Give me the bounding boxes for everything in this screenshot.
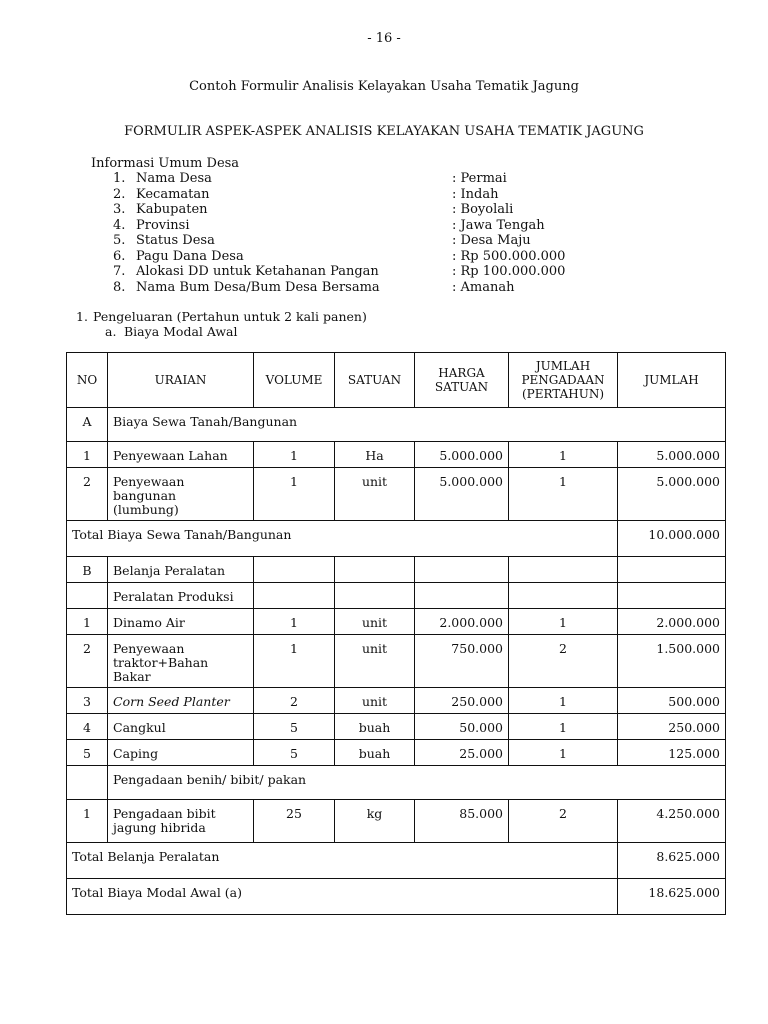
cell-text-line: jagung hibrida xyxy=(113,820,206,835)
grand-total-value: 18.625.000 xyxy=(618,879,726,915)
table-row xyxy=(67,688,726,714)
info-list xyxy=(113,171,673,295)
info-item-value: : Permai xyxy=(452,171,507,186)
cell-pengadaan: 1 xyxy=(509,688,618,714)
info-item-value: : Jawa Tengah xyxy=(452,217,545,233)
section-label: Pengeluaran (Pertahun untuk 2 kali panen) xyxy=(93,309,367,324)
subsection-heading xyxy=(105,324,238,339)
cell-no: 2 xyxy=(67,635,108,688)
page-number: - 16 - xyxy=(367,31,401,46)
cell-jumlah: 500.000 xyxy=(618,688,726,714)
grand-total-row xyxy=(67,879,726,915)
table-row xyxy=(67,609,726,635)
cell-volume: 2 xyxy=(254,688,335,714)
cell-pengadaan: 1 xyxy=(509,740,618,766)
info-item-value: : Boyolali xyxy=(452,202,514,217)
section-heading xyxy=(76,309,367,324)
group-label: Belanja Peralatan xyxy=(108,557,254,583)
group-row xyxy=(67,557,726,583)
empty-cell xyxy=(254,583,335,609)
cell-harga: 5.000.000 xyxy=(415,468,509,521)
header-line: PENGADAAN xyxy=(521,373,605,387)
info-item-number: 3. xyxy=(113,202,126,217)
cell-no: 1 xyxy=(67,609,108,635)
group-code: B xyxy=(67,557,108,583)
table-row xyxy=(67,635,726,688)
cell-uraian: Corn Seed Planter xyxy=(108,688,254,714)
cell-satuan: unit xyxy=(335,688,415,714)
cell-no: 1 xyxy=(67,800,108,843)
cell-uraian: Penyewaan Lahan xyxy=(108,442,254,468)
cell-satuan: unit xyxy=(335,468,415,521)
table-row xyxy=(67,468,726,521)
subsection-number: a. xyxy=(105,324,117,339)
info-item-value: : Desa Maju xyxy=(452,233,531,248)
info-item xyxy=(113,187,673,203)
header-line: HARGA xyxy=(438,366,485,380)
cell-no: 4 xyxy=(67,714,108,740)
empty-cell xyxy=(509,583,618,609)
cell-satuan: Ha xyxy=(335,442,415,468)
cell-text-line: bangunan xyxy=(113,488,177,503)
empty-cell xyxy=(618,583,726,609)
cell-pengadaan: 1 xyxy=(509,714,618,740)
info-item-label: Kecamatan xyxy=(136,186,210,202)
cell-uraian: Cangkul xyxy=(108,714,254,740)
info-item-value: : Indah xyxy=(452,186,499,202)
cell-harga: 5.000.000 xyxy=(415,442,509,468)
info-item xyxy=(113,202,673,218)
info-item-value: : Amanah xyxy=(452,279,515,295)
table-row xyxy=(67,740,726,766)
info-item-label: Nama Bum Desa/Bum Desa Bersama xyxy=(136,279,380,295)
subgroup-row xyxy=(67,766,726,800)
cell-volume: 1 xyxy=(254,442,335,468)
empty-cell xyxy=(335,583,415,609)
info-item-label: Alokasi DD untuk Ketahanan Pangan xyxy=(136,264,379,279)
header-line: SATUAN xyxy=(434,380,489,394)
cell-pengadaan: 2 xyxy=(509,635,618,688)
budget-table xyxy=(66,352,726,915)
cell-uraian xyxy=(108,800,254,843)
empty-cell xyxy=(415,583,509,609)
cell-harga: 2.000.000 xyxy=(415,609,509,635)
empty-cell xyxy=(67,766,108,800)
cell-jumlah: 125.000 xyxy=(618,740,726,766)
info-heading: Informasi Umum Desa xyxy=(91,156,240,171)
info-item-label: Pagu Dana Desa xyxy=(136,248,244,264)
cell-volume: 1 xyxy=(254,609,335,635)
cell-harga: 25.000 xyxy=(415,740,509,766)
cell-pengadaan: 1 xyxy=(509,609,618,635)
header-jumlah-pengadaan xyxy=(509,353,618,408)
cell-no: 3 xyxy=(67,688,108,714)
cell-uraian: Dinamo Air xyxy=(108,609,254,635)
document-subtitle: Contoh Formulir Analisis Kelayakan Usaha Tematik Jagung xyxy=(189,79,579,94)
cell-volume: 5 xyxy=(254,740,335,766)
info-item xyxy=(113,264,673,280)
info-item xyxy=(113,218,673,234)
info-item-label: Status Desa xyxy=(136,233,215,248)
cell-harga: 750.000 xyxy=(415,635,509,688)
info-item-number: 2. xyxy=(113,186,126,202)
cell-satuan: buah xyxy=(335,714,415,740)
header-no: NO xyxy=(67,353,108,408)
cell-text-line: traktor+Bahan xyxy=(113,655,209,670)
cell-text-line: Pengadaan bibit xyxy=(113,806,216,821)
empty-cell xyxy=(618,557,726,583)
group-label: Biaya Sewa Tanah/Bangunan xyxy=(108,408,726,442)
document-title: FORMULIR ASPEK-ASPEK ANALISIS KELAYAKAN USAHA TEMATIK JAGUNG xyxy=(124,124,644,139)
empty-cell xyxy=(415,557,509,583)
cell-text-line: (lumbung) xyxy=(113,502,179,517)
cell-satuan: buah xyxy=(335,740,415,766)
grand-total-label: Total Biaya Modal Awal (a) xyxy=(67,879,618,915)
total-value: 10.000.000 xyxy=(618,521,726,557)
cell-pengadaan: 2 xyxy=(509,800,618,843)
cell-no: 5 xyxy=(67,740,108,766)
group-code: A xyxy=(67,408,108,442)
info-item-label: Provinsi xyxy=(136,217,190,233)
cell-harga: 250.000 xyxy=(415,688,509,714)
total-row xyxy=(67,521,726,557)
info-item-number: 5. xyxy=(113,233,126,248)
empty-cell xyxy=(254,557,335,583)
info-item xyxy=(113,280,673,296)
cell-uraian xyxy=(108,635,254,688)
cell-uraian: Caping xyxy=(108,740,254,766)
info-item xyxy=(113,233,673,249)
info-item-number: 8. xyxy=(113,279,126,295)
cell-jumlah: 5.000.000 xyxy=(618,442,726,468)
cell-text-line: Bakar xyxy=(113,669,151,684)
cell-harga: 50.000 xyxy=(415,714,509,740)
info-item-label: Nama Desa xyxy=(136,171,212,186)
cell-text-line: Penyewaan xyxy=(113,474,185,489)
cell-no: 2 xyxy=(67,468,108,521)
cell-text-line: Penyewaan xyxy=(113,641,185,656)
table-row xyxy=(67,442,726,468)
info-item-label: Kabupaten xyxy=(136,202,208,217)
cell-volume: 1 xyxy=(254,635,335,688)
cell-no: 1 xyxy=(67,442,108,468)
subgroup-label: Peralatan Produksi xyxy=(108,583,254,609)
header-harga-satuan xyxy=(415,353,509,408)
section-number: 1. xyxy=(76,309,88,324)
total-label: Total Biaya Sewa Tanah/Bangunan xyxy=(67,521,618,557)
empty-cell xyxy=(509,557,618,583)
info-item-number: 1. xyxy=(113,171,126,186)
cell-satuan: kg xyxy=(335,800,415,843)
cell-pengadaan: 1 xyxy=(509,442,618,468)
info-item-number: 4. xyxy=(113,217,126,233)
cell-jumlah: 250.000 xyxy=(618,714,726,740)
cell-volume: 1 xyxy=(254,468,335,521)
subgroup-label: Pengadaan benih/ bibit/ pakan xyxy=(108,766,726,800)
cell-satuan: unit xyxy=(335,635,415,688)
cell-jumlah: 1.500.000 xyxy=(618,635,726,688)
empty-cell xyxy=(67,583,108,609)
info-item-value: : Rp 100.000.000 xyxy=(452,264,566,279)
header-line: JUMLAH xyxy=(535,359,591,373)
subgroup-row xyxy=(67,583,726,609)
cell-uraian xyxy=(108,468,254,521)
group-row xyxy=(67,408,726,442)
header-line: (PERTAHUN) xyxy=(521,387,605,401)
table-row xyxy=(67,800,726,843)
cell-jumlah: 4.250.000 xyxy=(618,800,726,843)
header-uraian: URAIAN xyxy=(108,353,254,408)
table-row xyxy=(67,714,726,740)
header-volume: VOLUME xyxy=(254,353,335,408)
info-item-number: 7. xyxy=(113,264,126,279)
subsection-label: Biaya Modal Awal xyxy=(124,324,238,339)
cell-harga: 85.000 xyxy=(415,800,509,843)
cell-pengadaan: 1 xyxy=(509,468,618,521)
total-row xyxy=(67,843,726,879)
info-item xyxy=(113,171,673,187)
total-value: 8.625.000 xyxy=(618,843,726,879)
total-label: Total Belanja Peralatan xyxy=(67,843,618,879)
info-item-number: 6. xyxy=(113,248,126,264)
cell-jumlah: 2.000.000 xyxy=(618,609,726,635)
empty-cell xyxy=(335,557,415,583)
cell-jumlah: 5.000.000 xyxy=(618,468,726,521)
info-item-value: : Rp 500.000.000 xyxy=(452,248,566,264)
header-satuan: SATUAN xyxy=(335,353,415,408)
cell-volume: 25 xyxy=(254,800,335,843)
info-item xyxy=(113,249,673,265)
cell-volume: 5 xyxy=(254,714,335,740)
cell-satuan: unit xyxy=(335,609,415,635)
table-header-row xyxy=(67,353,726,408)
header-jumlah: JUMLAH xyxy=(618,353,726,408)
